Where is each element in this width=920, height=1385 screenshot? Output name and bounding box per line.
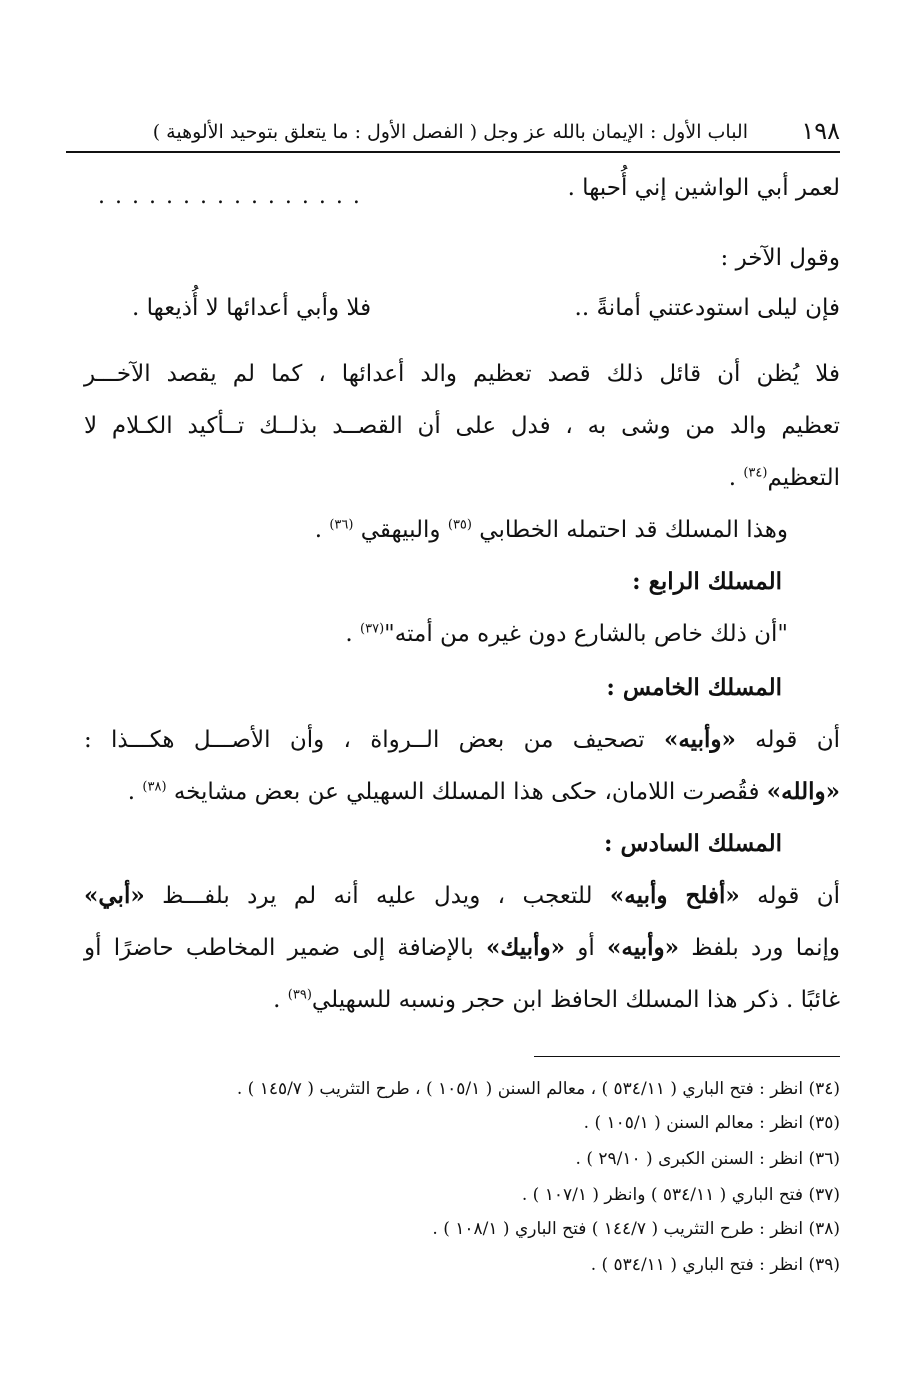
running-head: الباب الأول : الإيمان بالله عز وجل ( الفصل الأول : ما يتعلق بتوحيد الألوهية ) [152,121,748,143]
para5-line2-b: أو [564,935,608,961]
poem2-intro: وقول الآخر : [720,245,840,271]
para4-line1-b: تصحيف من بعض الــرواة ، وأن الأصـــل هكـــذا : [84,727,664,753]
heading-sixth-approach: المسلك السادس : [604,830,782,857]
para5-line3 [273,982,840,1018]
para4-line1-bold: «وأبيه» [663,726,736,753]
para4-line1 [84,722,840,758]
heading-fifth-approach: المسلك الخامس : [606,674,782,701]
para1-line2-text: تعظيم والد من وشى به ، فدل على أن القصــد بذلــك تــأكيد الكـلام لا [84,413,840,439]
footnote-35: (٣٥) انظر : معالم السنن ( ١٠٥/١ ) . [583,1113,840,1133]
para5-line2-bold2: «وأبيك» [485,934,565,961]
para3 [345,616,788,652]
para5-line1-b: للتعجب ، ويدل عليه أنه لم يرد بلفـــظ [144,883,610,909]
footnote-37: (٣٧) فتح الباري ( ٥٣٤/١١ ) وانظر ( ١٠٧/١ ) . [521,1185,840,1205]
para2 [315,512,788,548]
poem2-first-hemistich: فإن ليلى استودعتني أمانةً .. [574,295,840,321]
para2-text-a: وهذا المسلك قد احتمله الخطابي [471,517,788,543]
footnote-ref-36: (٣٦) [329,517,354,533]
para4-line1-a: أن قوله [735,727,840,753]
para5-line3-text: غائبًا . ذكر هذا المسلك الحافظ ابن حجر ونسبه للسهيلي [311,987,840,1013]
para1-line3 [729,460,840,496]
para2-text-end: . [314,517,330,543]
para5-line2-bold1: «وأبيه» [607,934,679,961]
para5-line2-wrap [84,930,840,966]
para5-line1-a: أن قوله [739,883,840,909]
page-header [66,116,840,150]
footnote-ref-35: (٣٥) [447,517,472,533]
footnote-ref-37: (٣٧) [360,621,385,637]
para4-line2 [128,774,840,810]
page-number: ١٩٨ [801,117,840,145]
para5-line2-a: وإنما ورد بلفظ [678,935,840,961]
para5-line1-bold2: «أبي» [84,882,145,909]
header-rule [66,151,840,153]
para5-line3-end: . [273,987,288,1013]
para4-line2-bold: «والله» [766,778,840,805]
para2-text-b: والبيهقي [353,517,448,543]
para1-line1-text: فلا يُظن أن قائل ذلك قصد تعظيم والد أعدائها ، كما لم يقصد الآخـــر [84,361,840,387]
footnote-38: (٣٨) انظر : طرح التثريب ( ١٤٤/٧ ) فتح الباري ( ١٠٨/١ ) . [432,1219,840,1239]
para3-text: "أن ذلك خاص بالشارع دون غيره من أمته" [384,621,788,647]
para5-line2 [84,930,840,966]
para1-line3-text: التعظيم [767,465,840,491]
para5-line1-bold1: «أفلح وأبيه» [609,882,740,909]
footnote-ref-39: (٣٩) [287,987,312,1003]
para1-line3-end: . [728,465,744,491]
footnote-36: (٣٦) انظر : السنن الكبرى ( ٢٩/١٠ ) . [575,1149,840,1169]
para3-end: . [345,621,361,647]
para4-line2-a: فقُصرت اللامان، حكى هذا المسلك السهيلي عن بعض مشايخه [166,779,767,805]
footnote-ref-34: (٣٤) [743,465,768,481]
poem1-first-hemistich: لعمر أبي الواشين إني أُحبها . [567,175,840,201]
poem1-ellipsis: ................ [98,184,370,209]
para4-line2-end: . [127,779,143,805]
para1-line1 [84,356,840,392]
footnote-ref-38: (٣٨) [142,779,167,795]
para5-line1 [84,878,840,914]
footnote-separator [534,1056,840,1057]
para5-line2-c: بالإضافة إلى ضمير المخاطب حاضرًا أو [84,935,486,961]
footnote-39: (٣٩) انظر : فتح الباري ( ٥٣٤/١١ ) . [590,1255,840,1275]
para4-line1-wrap [84,722,840,758]
para5-line1-wrap [84,878,840,914]
heading-fourth-approach: المسلك الرابع : [632,568,782,595]
footnote-34: (٣٤) انظر : فتح الباري ( ٥٣٤/١١ ) ، معالم السنن ( ١٠٥/١ ) ، طرح التثريب ( ١٤٥/٧ ) . [236,1079,840,1099]
poem2-second-hemistich: فلا وأبي أعدائها لا أُذيعها . [132,295,372,321]
para1-line2 [84,408,840,444]
